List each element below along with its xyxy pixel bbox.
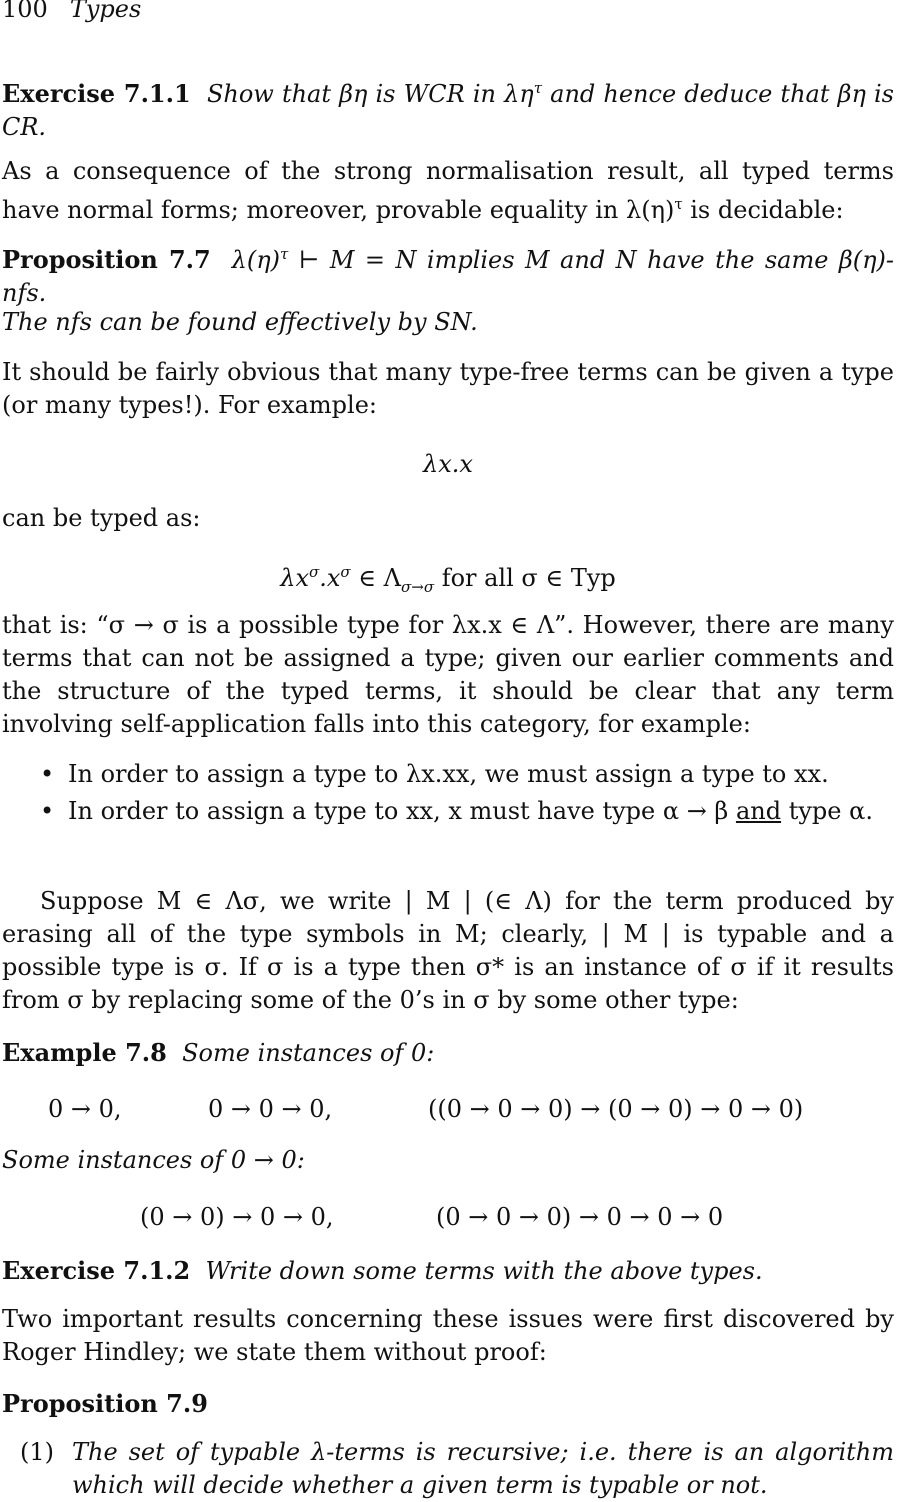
exercise-text: Show that βη is WCR in λη [206, 80, 534, 108]
exercise-label: Exercise 7.1.1 [2, 79, 191, 108]
proposition-7-7-line2: The nfs can be found effectively by SN. [2, 308, 478, 336]
example-row1-item: 0 → 0, [48, 1095, 122, 1123]
proposition-7-7: Proposition 7.7 $\lambda(\eta)^\tau$ ⊢ M = N implies M and N have the same β(η)-nfs. [2, 245, 894, 307]
list-item: • In order to assign a type to xx, x must have type α → β and type α. [40, 795, 894, 832]
proposition-7-9-label: Proposition 7.9 [2, 1389, 208, 1418]
example-row1-item: 0 → 0 → 0, [208, 1095, 333, 1123]
example-row1-item: ((0 → 0 → 0) → (0 → 0) → 0 → 0) [428, 1095, 804, 1123]
example-row2-item: (0 → 0) → 0 → 0, [140, 1203, 334, 1231]
exercise-7-1-1: Exercise 7.1.1 Show that βη is WCR in $\lambda\eta^\tau$ and hence deduce that βη is CR. [2, 79, 894, 141]
paragraph-erasure: Suppose M ∈ Λσ, we write | M | (∈ Λ) for the term produced by erasing all of the type symbols in M; clearly, | M | is typable and a possible type is σ. If σ is a type then σ* is an instance of σ if it results from σ by replacing some of the 0’s in σ by some other type: [2, 887, 895, 1014]
enumerated-item: (1) The set of typable λ-terms is recursive; i.e. there is an algorithm which will decide whether a given term is typable or not. [20, 1438, 894, 1499]
exercise-7-1-2: Exercise 7.1.2 Write down some terms with the above types. [2, 1256, 763, 1285]
example-row2-item: (0 → 0 → 0) → 0 → 0 → 0 [436, 1203, 724, 1231]
paragraph-hindley: Two important results concerning these issues were first discovered by Roger Hindley; we state them without proof: [2, 1305, 894, 1366]
example-7-8: Example 7.8 Some instances of 0: [2, 1038, 435, 1067]
paragraph-self-application: that is: “σ → σ is a possible type for λx.x ∈ Λ”. However, there are many terms that can not be assigned a type; given our earlier comments and the structure of the typed terms, it should be clear that any term involving self-application falls into this category, for example: [2, 611, 894, 738]
paragraph-type-free: It should be fairly obvious that many type-free terms can be given a type (or many types!). For example: [2, 358, 894, 419]
proposition-label: Proposition 7.7 [2, 245, 211, 274]
display-identity-term: λx.x [423, 450, 473, 478]
exercise-label: Exercise 7.1.2 [2, 1256, 191, 1285]
page-number: 100 [2, 0, 48, 23]
paragraph-normalisation: As a consequence of the strong normalisation result, all typed terms have normal forms; moreover, provable equality in $\lambda(\eta)^\tau$ is decidable: [2, 157, 894, 224]
display-typed-identity: $\lambda x^\sigma.x^\sigma$ ∈ $\Lambda_{\sigma\to\sigma}$ for all σ ∈ Typ [280, 563, 616, 596]
running-title: Types [69, 0, 142, 23]
example-7-8-line2: Some instances of 0 → 0: [2, 1146, 305, 1174]
exercise-text-end: and hence deduce that βη is CR. [2, 80, 894, 141]
bullet-list [40, 758, 894, 832]
paragraph-can-be-typed: can be typed as: [2, 504, 201, 532]
example-label: Example 7.8 [2, 1038, 167, 1067]
running-header [2, 0, 894, 24]
list-item: • In order to assign a type to λx.xx, we must assign a type to xx. [40, 758, 894, 795]
